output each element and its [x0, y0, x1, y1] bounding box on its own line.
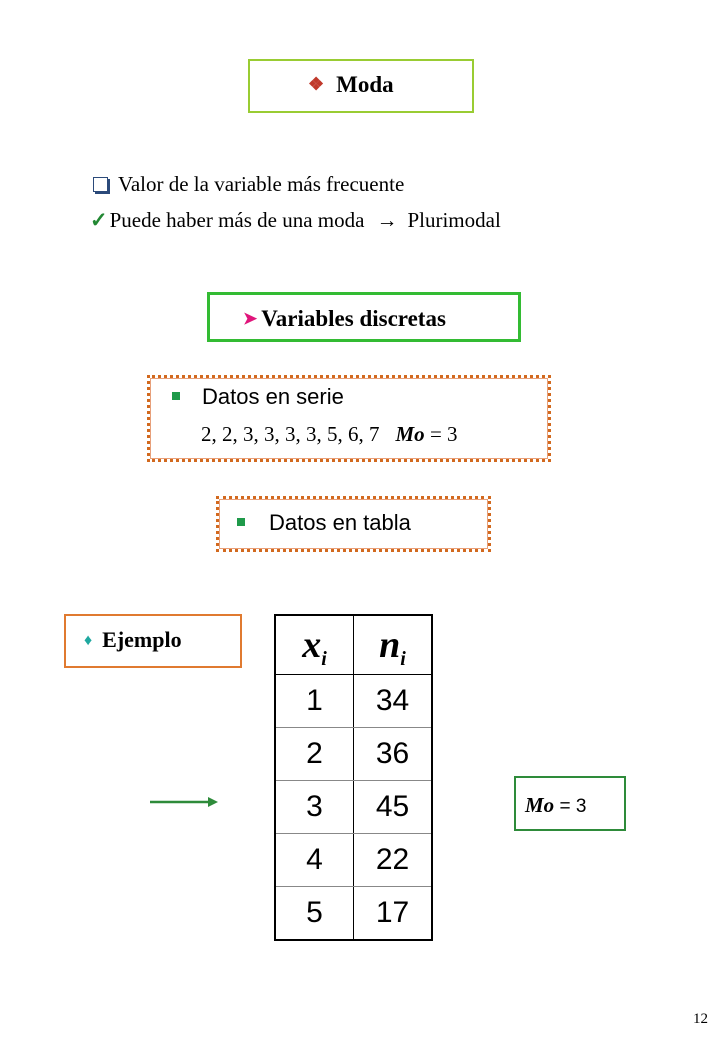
frequency-table	[274, 614, 433, 941]
serie-title: Datos en serie	[202, 384, 344, 409]
plurimodal-result: Plurimodal	[407, 208, 501, 232]
bullet-plurimodal	[90, 208, 501, 233]
row-pointer-arrow-icon	[150, 795, 220, 809]
cell-n: 22	[354, 834, 433, 887]
cell-x: 1	[275, 675, 354, 728]
moda-heading	[308, 72, 394, 98]
mo-result-value: = 3	[559, 796, 587, 817]
table-row	[275, 675, 432, 728]
cell-x: 5	[275, 887, 354, 941]
ejemplo-heading	[84, 627, 182, 653]
table-row	[275, 728, 432, 781]
variables-heading	[243, 306, 446, 332]
variables-discretas-box	[207, 292, 521, 342]
ejemplo-box	[64, 614, 242, 668]
datos-tabla-box	[216, 496, 491, 552]
diamond-icon: ♦	[84, 632, 93, 649]
tabla-heading	[237, 510, 411, 536]
table-row	[275, 781, 432, 834]
bullet-definition	[93, 172, 404, 197]
cell-n: 36	[354, 728, 433, 781]
mo-result-box	[514, 776, 626, 831]
cell-x: 2	[275, 728, 354, 781]
serie-heading	[172, 384, 344, 410]
check-icon: ✓	[90, 208, 108, 232]
header-xi: $x_i$	[275, 615, 354, 675]
square-bullet-icon	[93, 177, 108, 192]
serie-values: 2, 2, 3, 3, 3, 3, 5, 6, 7	[201, 422, 380, 446]
table-header-row	[275, 615, 432, 675]
cell-x: 4	[275, 834, 354, 887]
four-diamond-icon: ❖	[308, 74, 325, 94]
square-bullet-icon	[172, 392, 180, 400]
mo-result	[525, 793, 586, 818]
mo-result-label: Mo	[525, 793, 555, 817]
serie-mo-value: = 3	[429, 422, 458, 446]
table-row	[275, 887, 432, 941]
cell-x: 3	[275, 781, 354, 834]
tabla-title: Datos en tabla	[269, 510, 411, 535]
page-number: 12	[693, 1011, 708, 1027]
moda-title: Moda	[336, 72, 394, 97]
header-ni: $n_i$	[354, 615, 433, 675]
ejemplo-title: Ejemplo	[102, 627, 182, 652]
datos-serie-box	[147, 375, 551, 462]
square-bullet-icon	[237, 518, 245, 526]
serie-mo-label: Mo	[395, 422, 425, 446]
moda-heading-box	[248, 59, 474, 113]
arrowhead-icon: ➤	[243, 309, 258, 328]
variables-title: Variables discretas	[261, 306, 446, 331]
table-row	[275, 834, 432, 887]
serie-values-line	[201, 422, 458, 447]
cell-n: 17	[354, 887, 433, 941]
right-arrow: →	[376, 208, 398, 232]
plurimodal-text: Puede haber más de una moda	[109, 208, 365, 232]
cell-n: 45	[354, 781, 433, 834]
cell-n: 34	[354, 675, 433, 728]
definition-text: Valor de la variable más frecuente	[118, 172, 405, 196]
